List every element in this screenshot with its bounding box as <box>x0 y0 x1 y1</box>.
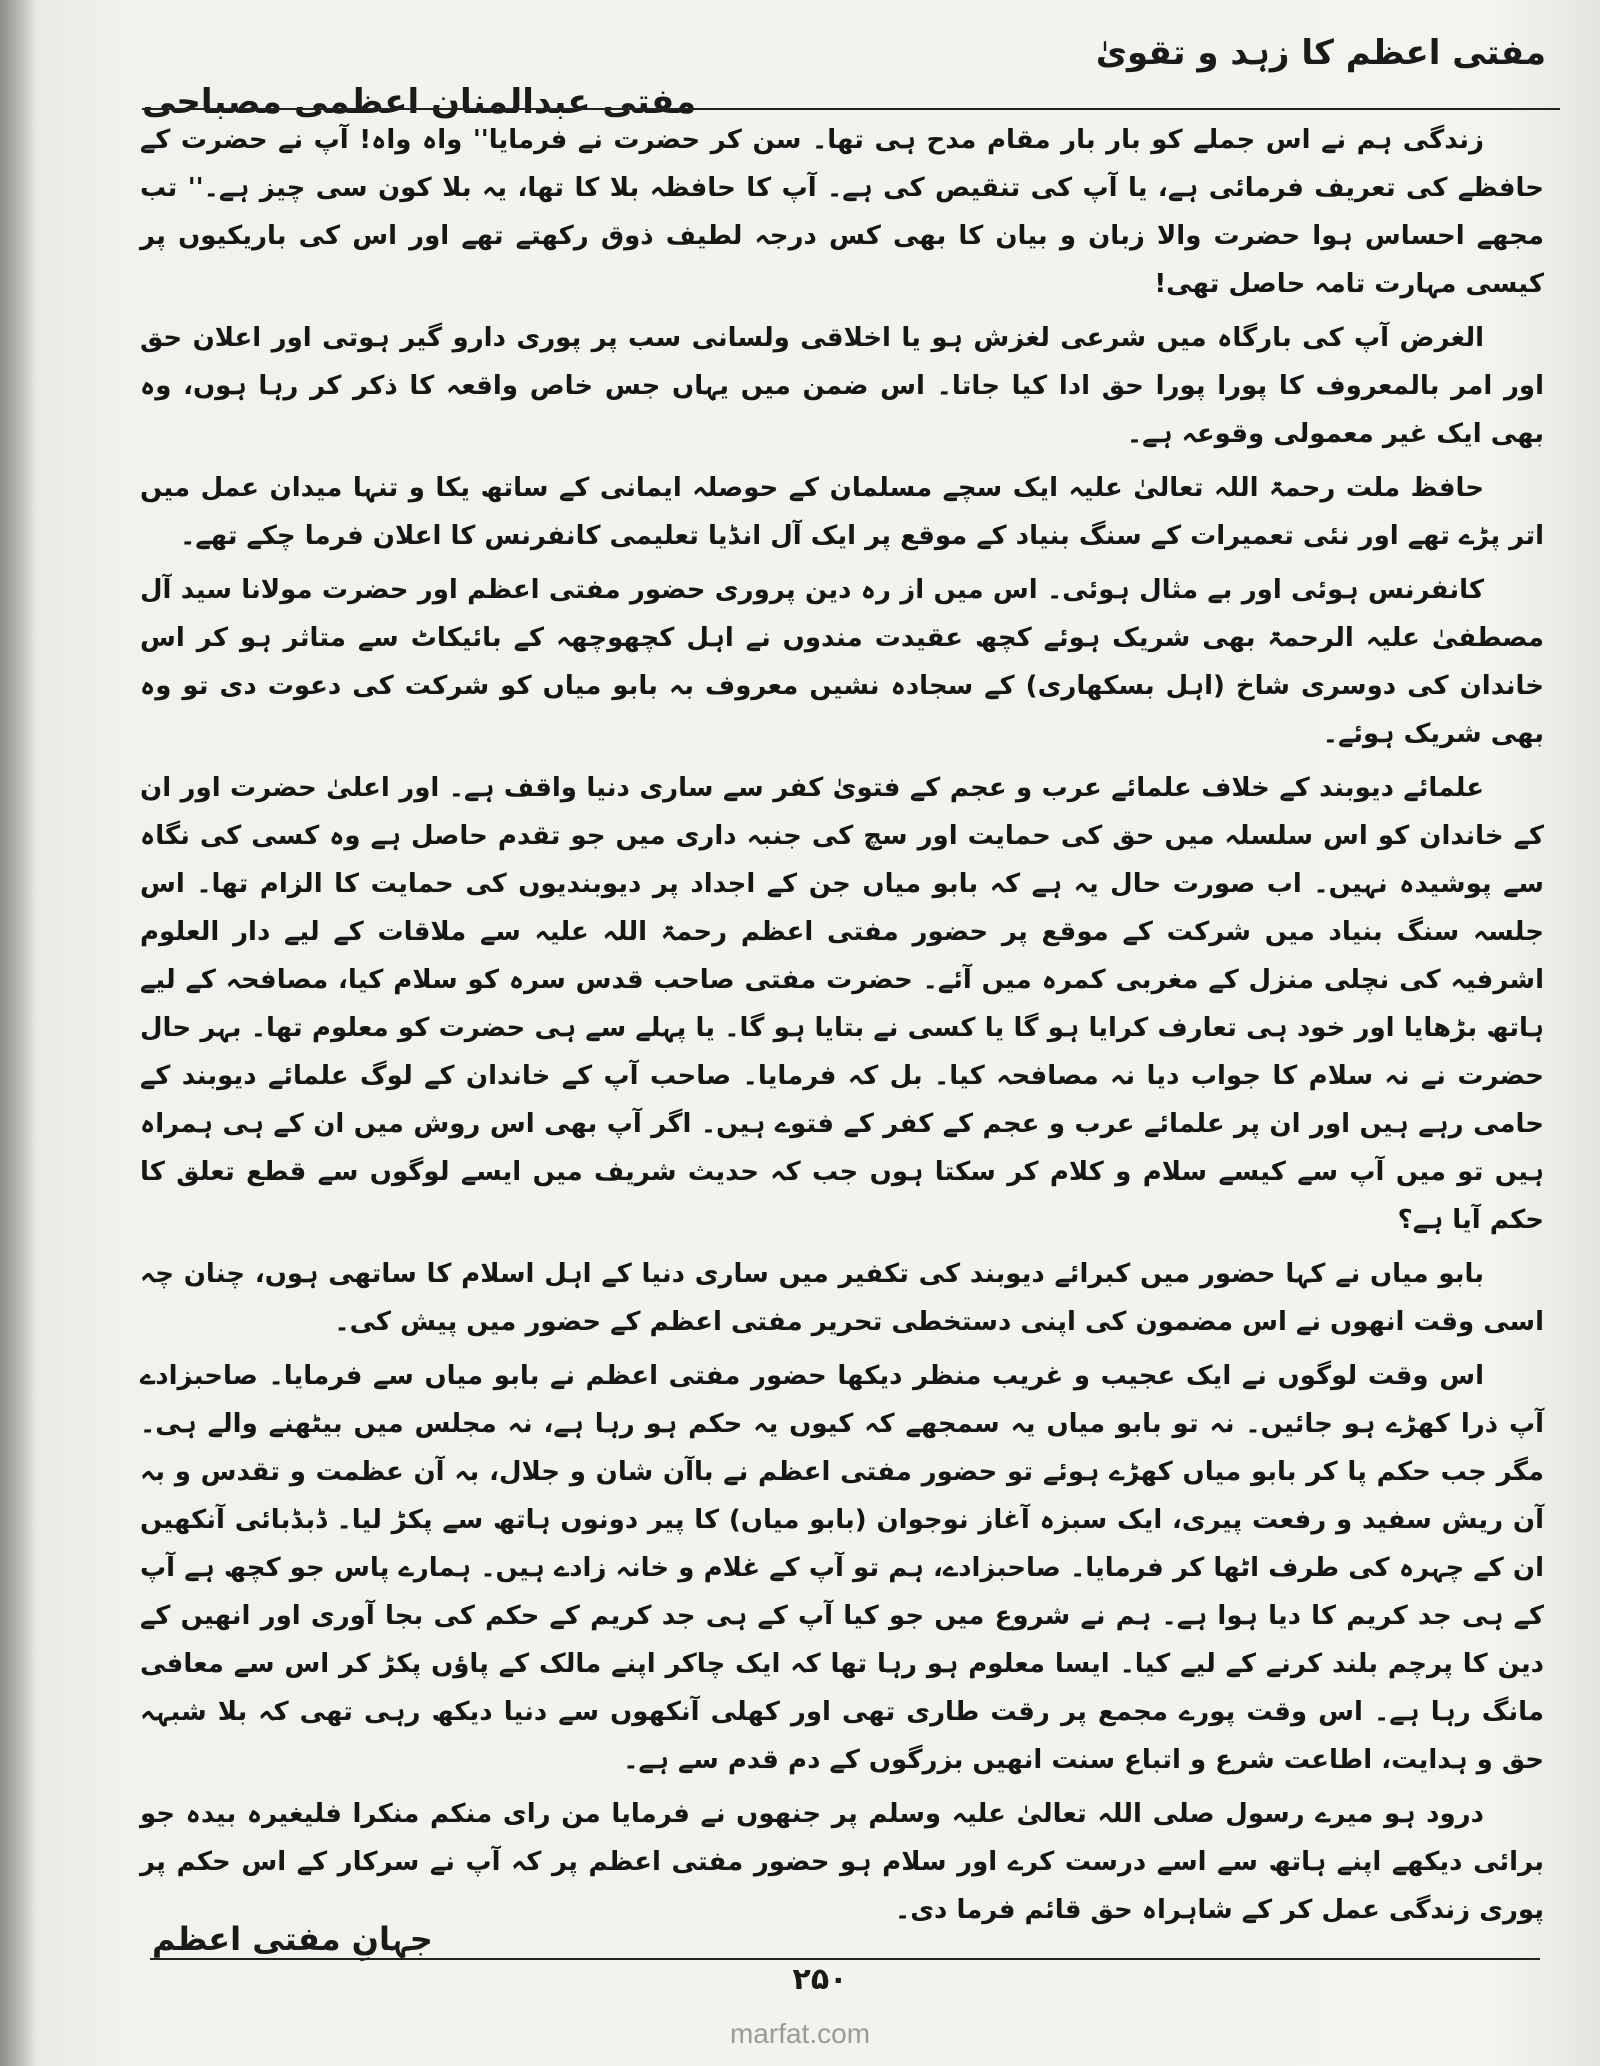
footer-rule <box>150 1958 1540 1960</box>
page-header <box>130 18 1552 128</box>
paragraph-2: الغرض آپ کی بارگاہ میں شرعی لغزش ہو یا اخلاقی ولسانی سب پر پوری دارو گیر ہوتی اور اعلان حق اور امر بالمعروف کا پورا پورا حق ادا کیا جاتا۔ اس ضمن میں یہاں جس خاص واقعہ کا ذکر کر رہا ہوں، وہ بھی ایک غیر معمولی وقوعہ ہے۔ <box>140 323 1544 449</box>
paragraph-7: اس وقت لوگوں نے ایک عجیب و غریب منظر دیکھا حضور مفتی اعظم نے بابو میاں سے فرمایا۔ صاحبزادے آپ ذرا کھڑے ہو جائیں۔ نہ تو بابو میاں یہ سمجھے کہ کیوں یہ حکم ہو رہا ہے، نہ مجلس میں بیٹھنے والے ہی۔ مگر جب حکم پا کر بابو میاں کھڑے ہوئے تو حضور مفتی اعظم نے باآن شان و جلال، بہ آن عظمت و تقدس و بہ آن ریش سفید و رفعت پیری، ایک سبزہ آغاز نوجوان (بابو میاں) کا پیر دونوں ہاتھ سے پکڑ لیا۔ ڈبڈبائی آنکھیں ان کے چہرہ کی طرف اٹھا کر فرمایا۔ صاحبزادے، ہم تو آپ کے غلام و خانہ زادے ہیں۔ ہمارے پاس جو کچھ ہے آپ کے ہی جد کریم کا دیا ہوا ہے۔ ہم نے شروع میں جو کیا آپ کے ہی جد کریم کے حکم کی بجا آوری اور انھیں کے دین کا پرچم بلند کرنے کے لیے کیا۔ ایسا معلوم ہو رہا تھا کہ ایک چاکر اپنے مالک کے پاؤں پکڑ کر اس سے معافی مانگ رہا ہے۔ اس وقت پورے مجمع پر رقت طاری تھی اور کھلی آنکھوں سے دنیا دیکھ رہی تھی کہ بلا شبہہ حق و ہدایت، اطاعت شرع و اتباع سنت انھیں بزرگوں کے دم قدم سے ہے۔ <box>140 1361 1544 1775</box>
page-number: ۲۵۰ <box>792 1962 848 1997</box>
author-name: مفتی عبدالمنان اعظمی مصباحی <box>142 82 697 122</box>
paragraph-8: درود ہو میرے رسول صلی اللہ تعالیٰ علیہ وسلم پر جنھوں نے فرمایا من رای منکم منکرا فلیغیرہ بیدہ جو برائی دیکھے اپنے ہاتھ سے اسے درست کرے اور سلام ہو حضور مفتی اعظم پر کہ آپ نے سرکار کے اس حکم پر پوری زندگی عمل کر کے شاہراہ حق قائم فرما دی۔ <box>140 1799 1544 1925</box>
paragraph-4: کانفرنس ہوئی اور بے مثال ہوئی۔ اس میں از رہ دین پروری حضور مفتی اعظم اور حضرت مولانا سید آل مصطفیٰ علیہ الرحمۃ بھی شریک ہوئے کچھ عقیدت مندوں نے اہل کچھوچھہ کے بائیکاٹ سے متاثر ہو کر اس خاندان کی دوسری شاخ (اہل بسکھاری) کے سجادہ نشیں معروف بہ بابو میاں کو شرکت کی دعوت دی تو وہ بھی شریک ہوئے۔ <box>140 575 1544 749</box>
paragraph-3: حافظ ملت رحمۃ اللہ تعالیٰ علیہ ایک سچے مسلمان کے حوصلہ ایمانی کے ساتھ یکا و تنہا میدان عمل میں اتر پڑے تھے اور نئی تعمیرات کے سنگ بنیاد کے موقع پر ایک آل انڈیا تعلیمی کانفرنس کا اعلان فرما چکے تھے۔ <box>140 473 1544 551</box>
header-rule <box>142 108 1560 110</box>
running-title: مفتی اعظم کا زہد و تقویٰ <box>1095 33 1546 73</box>
book-spine-shadow <box>0 0 34 2066</box>
book-title: جہانِ مفتی اعظم <box>152 1920 433 1958</box>
paragraph-6: بابو میاں نے کہا حضور میں کبرائے دیوبند کی تکفیر میں ساری دنیا کے اہل اسلام کا ساتھی ہوں، چنان چہ اسی وقت انھوں نے اس مضمون کی اپنی دستخطی تحریر مفتی اعظم کے حضور میں پیش کی۔ <box>140 1259 1544 1337</box>
body-text <box>140 116 1544 1946</box>
watermark: marfat.com <box>729 2018 871 2049</box>
paragraph-1: زندگی ہم نے اس جملے کو بار بار مقام مدح ہی تھا۔ سن کر حضرت نے فرمایا'' واہ واہ! آپ نے حضرت کے حافظے کی تعریف فرمائی ہے، یا آپ کی تنقیص کی ہے۔ آپ کا حافظہ بلا کا تھا، یہ بلا کون سی چیز ہے۔'' تب مجھے احساس ہوا حضرت والا زبان و بیان کا بھی کس درجہ لطیف ذوق رکھتے تھے اور اس کی باریکیوں پر کیسی مہارت تامہ حاصل تھی! <box>140 125 1544 299</box>
paragraph-5: علمائے دیوبند کے خلاف علمائے عرب و عجم کے فتویٰ کفر سے ساری دنیا واقف ہے۔ اور اعلیٰ حضرت اور ان کے خاندان کو اس سلسلہ میں حق کی حمایت اور سچ کی جنبہ داری میں جو تقدم حاصل ہے وہ کسی کی نگاہ سے پوشیدہ نہیں۔ اب صورت حال یہ ہے کہ بابو میاں جن کے اجداد پر دیوبندیوں کی حمایت کا الزام تھا۔ اس جلسہ سنگ بنیاد میں شرکت کے موقع پر حضور مفتی اعظم رحمۃ اللہ علیہ سے ملاقات کے لیے دار العلوم اشرفیہ کی نچلی منزل کے مغربی کمرہ میں آئے۔ حضرت مفتی صاحب قدس سرہ کو سلام کیا، مصافحہ کے لیے ہاتھ بڑھایا اور خود ہی تعارف کرایا ہو گا یا کسی نے بتایا ہو گا۔ یا پہلے سے ہی حضرت کو معلوم تھا۔ بہر حال حضرت نے نہ سلام کا جواب دیا نہ مصافحہ کیا۔ بل کہ فرمایا۔ صاحب آپ کے خاندان کے لوگ علمائے دیوبند کے حامی رہے ہیں اور ان پر علمائے عرب و عجم کے کفر کے فتوے ہیں۔ اگر آپ بھی اس روش میں ان کے ہی ہمراہ ہیں تو میں آپ سے کیسے سلام و کلام کر سکتا ہوں جب کہ حدیث شریف میں ایسے لوگوں سے قطع تعلق کا حکم آیا ہے؟ <box>140 773 1544 1235</box>
